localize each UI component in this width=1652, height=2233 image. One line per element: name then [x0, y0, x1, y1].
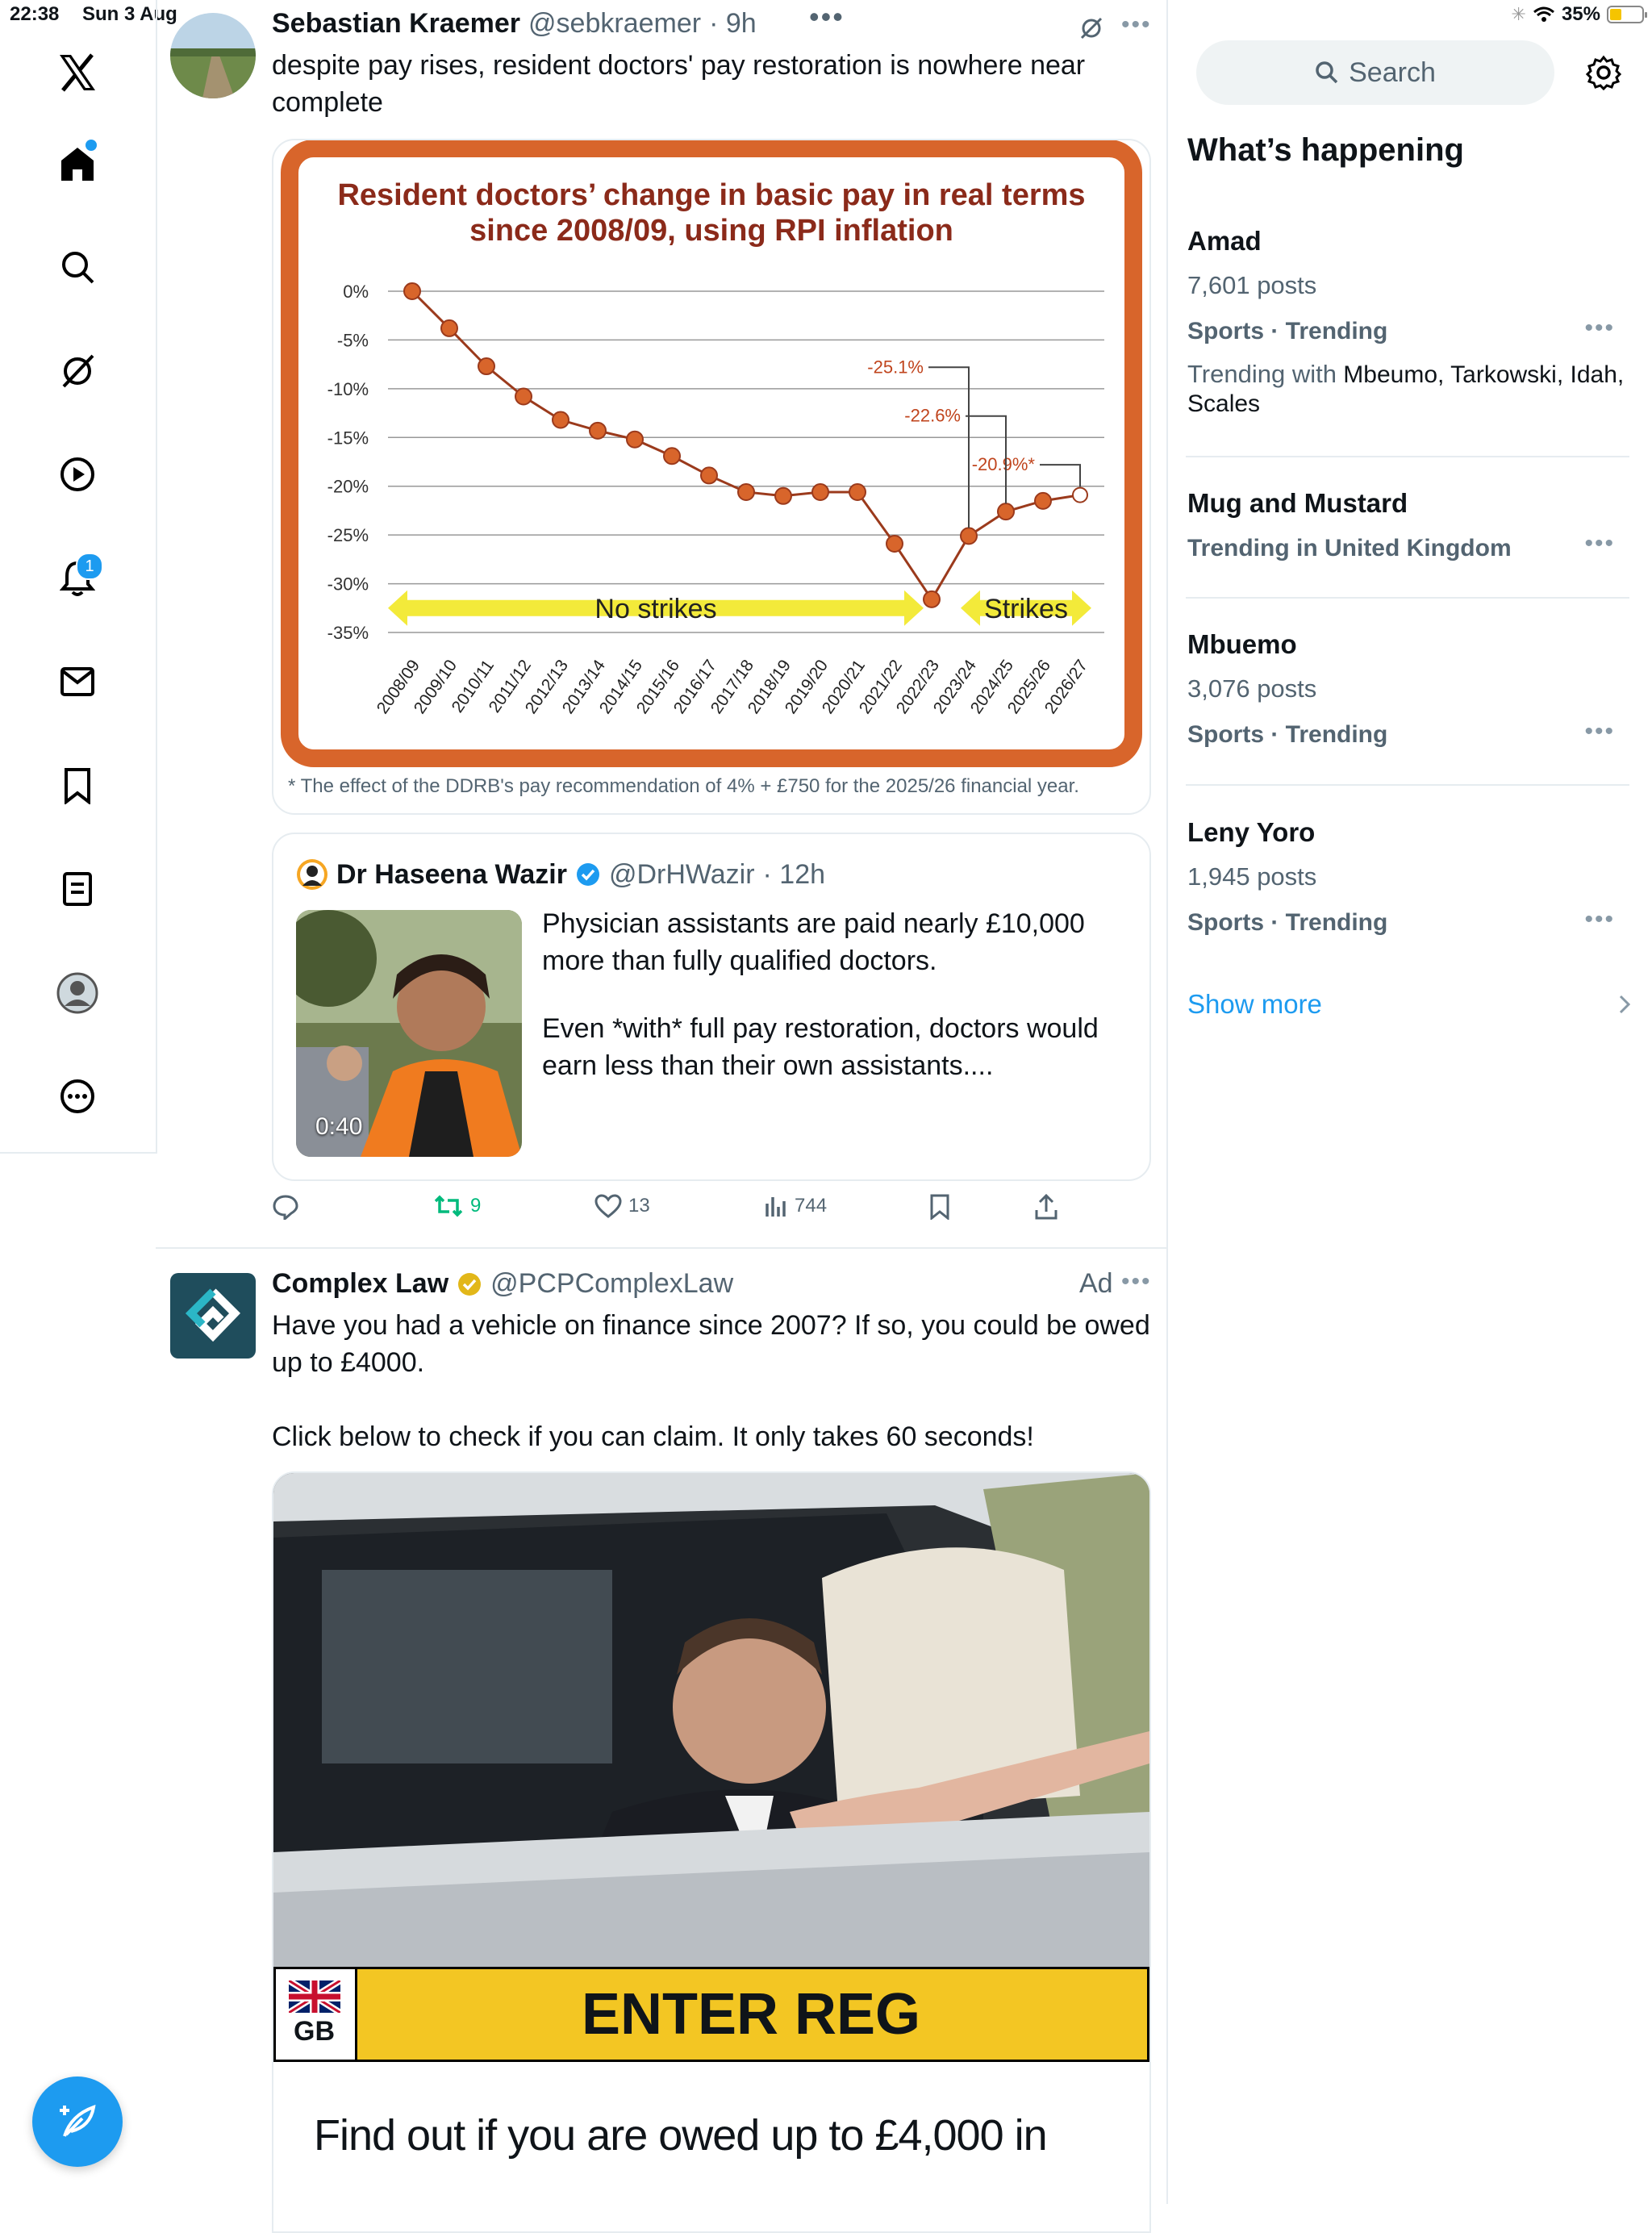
- x-tick-label: 2024/25: [966, 656, 1018, 718]
- search-bar[interactable]: [1196, 40, 1554, 105]
- quoted-text-1: Physician assistants are paid nearly £10,000 more than fully qualified doctors.: [542, 908, 1085, 976]
- trend-category: Sports · Trending: [1187, 909, 1388, 936]
- tweet-1-author-name[interactable]: Sebastian Kraemer: [272, 8, 521, 39]
- annotation-label: -25.1%: [867, 357, 924, 378]
- messages-icon[interactable]: [45, 649, 110, 714]
- pay-chart: [273, 140, 1149, 813]
- y-tick-label: -20%: [327, 476, 369, 497]
- video-icon[interactable]: [45, 442, 110, 507]
- x-logo-icon[interactable]: [45, 40, 110, 105]
- range-label: No strikes: [594, 593, 717, 624]
- y-tick-label: -25%: [327, 525, 369, 546]
- tweet-2-handle[interactable]: @PCPComplexLaw: [490, 1268, 734, 1299]
- x-tick-label: 2008/09: [373, 656, 424, 718]
- reply-icon: [272, 1194, 299, 1220]
- notifications-icon[interactable]: [45, 546, 110, 611]
- data-point: [515, 389, 532, 405]
- like-count: 13: [628, 1195, 650, 1217]
- trend-posts: 3,076 posts: [1187, 674, 1317, 703]
- data-point: [738, 484, 754, 500]
- quoted-tweet[interactable]: [272, 833, 1151, 1181]
- trend-item[interactable]: [1187, 621, 1631, 783]
- x-tick-label: 2023/24: [929, 656, 981, 718]
- data-point: [775, 488, 791, 504]
- trend-more-icon[interactable]: •••: [1584, 530, 1615, 557]
- tweet-2-text-1: Have you had a vehicle on finance since 2007? If so, you could be owed up to £4000.: [272, 1310, 1150, 1378]
- trend-with-label: Trending with: [1187, 360, 1337, 388]
- show-more-label: Show more: [1187, 989, 1322, 1019]
- lists-icon[interactable]: [45, 857, 110, 921]
- whats-happening-heading: What’s happening: [1187, 132, 1464, 168]
- chart-title-line1: Resident doctors’ change in basic pay in real terms: [337, 178, 1086, 212]
- search-nav-icon[interactable]: [45, 235, 110, 299]
- ad-promo-text: Find out if you are owed up to £4,000 in: [314, 2111, 1047, 2160]
- grok-explain-icon[interactable]: [1079, 16, 1103, 40]
- trend-more-icon[interactable]: •••: [1584, 718, 1615, 745]
- trend-category: Trending in United Kingdom: [1187, 535, 1512, 561]
- ad-image[interactable]: [272, 1471, 1151, 2233]
- search-placeholder: Search: [1349, 56, 1436, 88]
- data-point: [478, 358, 494, 374]
- trend-category: Sports · Trending: [1187, 721, 1388, 748]
- trend-divider: [1186, 597, 1629, 599]
- x-tick-label: 2026/27: [1041, 656, 1092, 718]
- trend-item[interactable]: [1187, 218, 1631, 452]
- annotation-label: -22.6%: [904, 405, 961, 426]
- y-tick-label: -30%: [327, 574, 369, 595]
- series-line: [412, 291, 1080, 599]
- verified-badge-icon: [575, 862, 601, 887]
- battery-icon: [1607, 6, 1644, 23]
- tweet-1-actions: [272, 1194, 1159, 1226]
- settings-button[interactable]: [1586, 55, 1621, 90]
- annotation-label: -20.9%*: [971, 454, 1035, 475]
- tweet-1-time: · 9h: [709, 8, 757, 39]
- share-button[interactable]: [1034, 1194, 1058, 1220]
- y-tick-label: 0%: [343, 282, 369, 302]
- status-indicators: [1512, 3, 1644, 26]
- range-label: Strikes: [984, 593, 1068, 624]
- data-point: [886, 536, 903, 552]
- x-tick-label: 2016/17: [670, 656, 721, 718]
- trend-more-icon[interactable]: •••: [1584, 315, 1615, 341]
- bookmark-icon: [929, 1194, 950, 1220]
- ad-photo: [273, 1473, 1149, 1967]
- y-tick-label: -35%: [327, 623, 369, 643]
- x-tick-label: 2012/13: [521, 656, 573, 718]
- left-nav: [0, 0, 157, 1154]
- data-point: [924, 591, 940, 607]
- wifi-icon: [1533, 6, 1555, 23]
- gb-flag-panel: [276, 1969, 357, 2060]
- loading-icon: ✳: [1511, 4, 1526, 24]
- notifications-badge: 1: [76, 553, 103, 580]
- more-options-icon[interactable]: [45, 1064, 110, 1129]
- quoted-video-thumbnail[interactable]: [296, 910, 522, 1157]
- trend-divider: [1186, 784, 1629, 786]
- x-tick-label: 2010/11: [448, 656, 499, 716]
- gb-label: GB: [294, 2016, 335, 2047]
- show-more-link[interactable]: [1187, 989, 1631, 1020]
- trend-name: Amad: [1187, 226, 1262, 256]
- tweet-1-chart-image[interactable]: [272, 139, 1151, 815]
- data-point: [590, 423, 606, 439]
- data-point: [961, 528, 977, 544]
- uk-flag-icon: [289, 1980, 340, 2013]
- search-icon: [1315, 61, 1339, 85]
- status-time: 22:38: [10, 3, 60, 25]
- chart-footnote: * The effect of the DDRB's pay recommendation of 4% + £750 for the 2025/26 financial year.: [288, 775, 1079, 797]
- views-count: 744: [795, 1195, 828, 1217]
- quoted-author-avatar[interactable]: [296, 858, 328, 891]
- data-point: [701, 467, 717, 483]
- data-point: [441, 320, 457, 336]
- tweet-1-more-icon[interactable]: •••: [1121, 11, 1152, 38]
- data-point: [553, 412, 569, 428]
- trend-with-names: Mbeumo, Tarkowski, Idah, Scales: [1187, 361, 1625, 417]
- tweet-2-text-2: Click below to check if you can claim. It only takes 60 seconds!: [272, 1421, 1034, 1452]
- y-tick-label: -10%: [327, 378, 369, 399]
- x-tick-label: 2025/26: [1003, 656, 1055, 718]
- home-icon[interactable]: [45, 131, 110, 196]
- retweet-button[interactable]: [433, 1194, 481, 1218]
- x-tick-label: 2013/14: [558, 656, 610, 718]
- x-tick-label: 2021/22: [855, 656, 907, 718]
- quoted-text-2: Even *with* full pay restoration, doctors would earn less than their own assistants....: [542, 1013, 1099, 1081]
- tweet-1-overflow-dots[interactable]: •••: [809, 0, 845, 33]
- x-tick-label: 2017/18: [707, 656, 758, 718]
- x-tick-label: 2022/23: [892, 656, 944, 718]
- annotation-leader: [1040, 465, 1080, 486]
- compose-feather-icon: [55, 2099, 100, 2144]
- quoted-time: · 12h: [762, 858, 826, 890]
- quoted-author-name[interactable]: Dr Haseena Wazir: [336, 858, 567, 890]
- bookmarks-icon[interactable]: [45, 753, 110, 818]
- trend-more-icon[interactable]: •••: [1584, 906, 1615, 933]
- data-point: [664, 448, 680, 464]
- tweet-2-ad[interactable]: [169, 1249, 1162, 2204]
- share-icon: [1034, 1194, 1058, 1220]
- x-tick-label: 2011/12: [485, 656, 536, 716]
- ad-label: Ad: [1079, 1268, 1113, 1299]
- views-button[interactable]: [764, 1194, 827, 1218]
- trend-posts: 7,601 posts: [1187, 271, 1317, 299]
- data-point: [1073, 488, 1087, 503]
- chart-title-line2: since 2008/09, using RPI inflation: [469, 214, 953, 248]
- data-point: [998, 503, 1014, 520]
- video-duration: 0:40: [315, 1113, 363, 1140]
- trend-posts: 1,945 posts: [1187, 862, 1317, 891]
- reply-button[interactable]: [272, 1194, 299, 1220]
- reg-plate-banner[interactable]: [273, 1967, 1149, 2062]
- x-tick-label: 2014/15: [595, 656, 647, 718]
- y-tick-label: -15%: [327, 428, 369, 449]
- status-date: Sun 3 Aug: [82, 3, 177, 25]
- trend-item[interactable]: [1187, 809, 1631, 970]
- x-tick-label: 2020/21: [818, 656, 870, 718]
- data-point: [404, 283, 420, 299]
- chevron-right-icon: [1618, 994, 1631, 1015]
- gear-icon: [1586, 55, 1621, 90]
- data-point: [1035, 493, 1051, 509]
- profile-avatar-icon[interactable]: [45, 961, 110, 1025]
- tweet-2-more-icon[interactable]: •••: [1121, 1268, 1152, 1295]
- like-button[interactable]: [594, 1194, 650, 1218]
- retweet-count: 9: [470, 1195, 482, 1217]
- data-point: [812, 484, 828, 500]
- enter-reg-text: ENTER REG: [581, 1982, 921, 2047]
- x-tick-label: 2015/16: [632, 656, 684, 718]
- tweet-1-handle[interactable]: @sebkraemer: [528, 8, 702, 39]
- gold-verified-badge-icon: [457, 1271, 482, 1297]
- retweet-icon: [433, 1194, 464, 1218]
- data-point: [627, 432, 643, 448]
- tweet-2-author-name[interactable]: Complex Law: [272, 1268, 449, 1299]
- x-tick-label: 2018/19: [744, 656, 795, 718]
- annotation-leader: [928, 367, 969, 528]
- tweet-1-text: despite pay rises, resident doctors' pay restoration is nowhere near complete: [272, 50, 1086, 118]
- x-tick-label: 2009/10: [410, 656, 461, 718]
- tweet-1-avatar[interactable]: [170, 13, 256, 98]
- battery-percent: 35%: [1561, 3, 1600, 25]
- views-chart-icon: [764, 1194, 788, 1218]
- trend-item[interactable]: [1187, 480, 1631, 593]
- bookmark-button[interactable]: [929, 1194, 950, 1220]
- trend-name: Mbuemo: [1187, 629, 1297, 659]
- compose-post-button[interactable]: [32, 2076, 123, 2167]
- grok-icon[interactable]: [45, 339, 110, 403]
- x-tick-label: 2019/20: [781, 656, 832, 718]
- trend-name: Mug and Mustard: [1187, 488, 1408, 518]
- quoted-handle[interactable]: @DrHWazir: [608, 858, 755, 890]
- y-tick-label: -5%: [336, 330, 369, 351]
- home-unread-dot: [86, 140, 97, 151]
- tweet-1[interactable]: [169, 0, 1162, 1247]
- trend-name: Leny Yoro: [1187, 817, 1316, 847]
- trend-divider: [1186, 456, 1629, 457]
- trend-category: Sports · Trending: [1187, 318, 1388, 344]
- data-point: [849, 484, 866, 500]
- complex-law-logo[interactable]: [170, 1273, 256, 1359]
- heart-icon: [594, 1194, 622, 1218]
